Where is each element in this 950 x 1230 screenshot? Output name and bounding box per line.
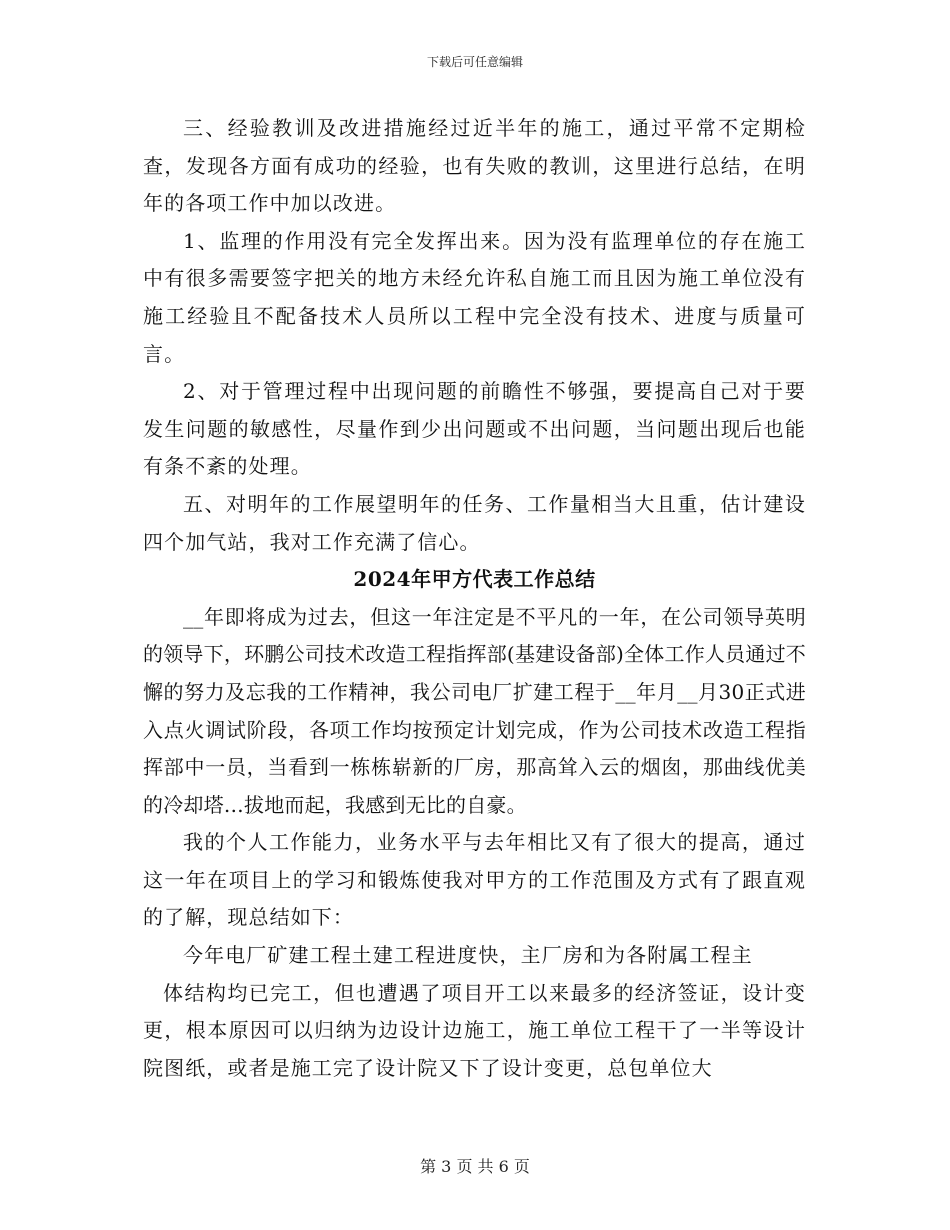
paragraph-supervision: 1、监理的作用没有完全发挥出来。因为没有监理单位的存在施工中有很多需要签字把关的地方未经允许私自施工而且因为施工单位没有施工经验且不配备技术人员所以工程中完全没有技术、进度与质量可言。 — [143, 228, 806, 366]
page-header: 下载后可任意编辑 — [426, 55, 523, 69]
paragraph-outlook: 五、对明年的工作展望明年的任务、工作量相当大且重，估计建设四个加气站，我对工作充满了信心。 — [143, 491, 806, 554]
paragraph-foresight: 2、对于管理过程中出现问题的前瞻性不够强，要提高自己对于要发生问题的敏感性，尽量作到少出问题或不出问题，当问题出现后也能有条不紊的处理。 — [143, 379, 806, 479]
paragraph-progress-continued: 体结构均已完工，但也遭遇了项目开工以来最多的经济签证，设计变更，根本原因可以归纳为边设计边施工，施工单位工程干了一半等设计院图纸，或者是施工完了设计院又下了设计变更，总包单位大 — [143, 980, 806, 1080]
paragraph-year-summary: __年即将成为过去，但这一年注定是不平凡的一年，在公司领导英明的领导下，环鹏公司技术改造工程指挥部(基建设备部)全体工作人员通过不懈的努力及忘我的工作精神，我公司电厂扩建工程于__年月__月30正式进入点火调试阶段，各项工作均按预定计划完成，作为公司技术改造工程指挥部中一员，当看到一栋栋崭新的厂房，那高耸入云的烟囱，那曲线优美的冷却塔…拔地而起，我感到无比的自豪。 — [143, 604, 806, 817]
section-title: 2024年甲方代表工作总结 — [353, 567, 596, 592]
paragraph-progress-line: 今年电厂矿建工程土建工程进度快，主厂房和为各附属工程主 — [183, 943, 753, 968]
paragraph-lessons: 三、经验教训及改进措施经过近半年的施工，通过平常不定期检查，发现各方面有成功的经验，也有失败的教训，这里进行总结，在明年的各项工作中加以改进。 — [143, 116, 806, 216]
document-body — [143, 110, 806, 1087]
paragraph-personal-ability: 我的个人工作能力，业务水平与去年相比又有了很大的提高，通过这一年在项目上的学习和锻炼使我对甲方的工作范围及方式有了跟直观的了解，现总结如下： — [143, 830, 806, 930]
page-footer: 第 3 页 共 6 页 — [420, 1157, 530, 1176]
